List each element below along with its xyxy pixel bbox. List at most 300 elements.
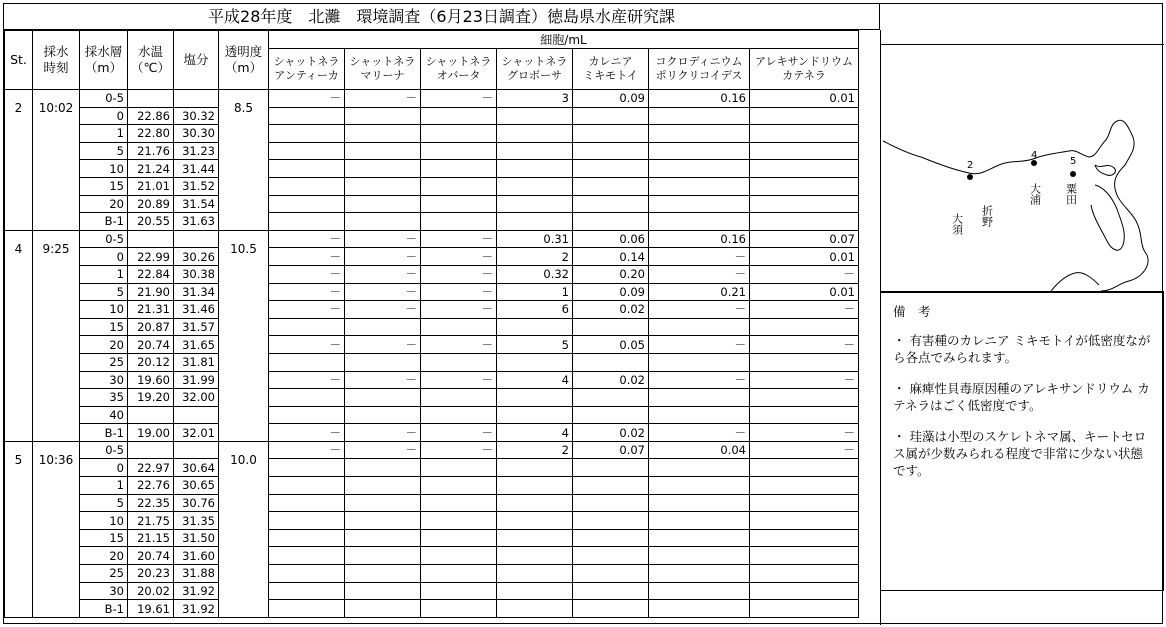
cell-count [345, 160, 421, 178]
cell-count: － [345, 336, 421, 354]
station-2-label: 2 [967, 160, 974, 171]
station-cell: 2 [5, 90, 33, 231]
cell-count [345, 389, 421, 407]
cell-count [649, 565, 750, 583]
temperature-cell: 19.61 [128, 600, 174, 618]
cell-count: 0.01 [750, 90, 859, 108]
cell-count [421, 477, 497, 495]
cell-count [573, 582, 649, 600]
table-row [5, 529, 859, 547]
salinity-cell: 31.44 [174, 160, 219, 178]
depth-cell: 15 [80, 529, 128, 547]
cell-count: 2 [497, 248, 573, 266]
temperature-cell: 21.24 [128, 160, 174, 178]
cell-count: － [269, 283, 345, 301]
cell-count [269, 213, 345, 231]
cell-count: － [421, 336, 497, 354]
cell-count [269, 389, 345, 407]
cell-count [750, 600, 859, 618]
table-row [5, 477, 859, 495]
table-row [5, 565, 859, 583]
cell-count [573, 565, 649, 583]
cell-count: － [750, 371, 859, 389]
station-4-label: 4 [1031, 150, 1038, 161]
temperature-cell [128, 90, 174, 108]
cell-count [750, 477, 859, 495]
cell-count [497, 494, 573, 512]
note-item: ・ 有害種のカレニア ミキモトイが低密度ながら各点でみられます。 [893, 333, 1151, 365]
coastline [883, 141, 1069, 174]
salinity-cell: 30.64 [174, 459, 219, 477]
depth-cell: 0-5 [80, 230, 128, 248]
cell-count: 0.14 [573, 248, 649, 266]
transparency-cell: 10.0 [219, 441, 269, 617]
cell-count [573, 494, 649, 512]
depth-cell: 20 [80, 547, 128, 565]
cell-count: － [649, 265, 750, 283]
header-species: アレキサンドリウム カテネラ [750, 49, 859, 90]
cell-count [750, 142, 859, 160]
salinity-cell: 32.01 [174, 424, 219, 442]
cell-count [573, 512, 649, 530]
cell-count [345, 353, 421, 371]
cell-count [269, 477, 345, 495]
cell-count [573, 459, 649, 477]
cell-count [497, 582, 573, 600]
cell-count [345, 512, 421, 530]
cell-count [649, 107, 750, 125]
cell-count [573, 160, 649, 178]
table-row [5, 318, 859, 336]
cell-count [750, 213, 859, 231]
depth-cell: 20 [80, 336, 128, 354]
table-row [5, 600, 859, 618]
time-cell: 10:36 [33, 441, 80, 617]
cell-count: 0.09 [573, 90, 649, 108]
depth-cell: 5 [80, 142, 128, 160]
cell-count: － [345, 283, 421, 301]
cell-count [421, 494, 497, 512]
temperature-cell: 22.84 [128, 265, 174, 283]
cell-count [421, 160, 497, 178]
cell-count [573, 353, 649, 371]
header-species: カレニア ミキモトイ [573, 49, 649, 90]
cell-count [750, 494, 859, 512]
table-body [5, 90, 859, 618]
cell-count [649, 318, 750, 336]
cell-count: － [269, 336, 345, 354]
cell-count: － [649, 336, 750, 354]
cell-count [750, 459, 859, 477]
cell-count: 0.16 [649, 90, 750, 108]
cell-count: － [750, 265, 859, 283]
cell-count: － [421, 424, 497, 442]
table-row [5, 213, 859, 231]
cell-count [345, 565, 421, 583]
cell-count [649, 125, 750, 143]
table-row [5, 301, 859, 319]
cell-count [750, 160, 859, 178]
depth-cell: 30 [80, 582, 128, 600]
depth-cell: 15 [80, 177, 128, 195]
cell-count: － [649, 424, 750, 442]
table-row [5, 283, 859, 301]
cell-count [269, 177, 345, 195]
cell-count [269, 547, 345, 565]
temperature-cell: 20.23 [128, 565, 174, 583]
cell-count [649, 177, 750, 195]
header-species: コクロディニウム ポリクリコイデス [649, 49, 750, 90]
salinity-cell: 31.88 [174, 565, 219, 583]
cell-count [750, 406, 859, 424]
cell-count: 2 [497, 441, 573, 459]
depth-cell: 35 [80, 389, 128, 407]
temperature-cell: 22.76 [128, 477, 174, 495]
cell-count [269, 406, 345, 424]
cell-count [269, 353, 345, 371]
cell-count: － [750, 424, 859, 442]
map-panel [880, 30, 1164, 294]
header-species: シャットネラ グロボーサ [497, 49, 573, 90]
cell-count [269, 318, 345, 336]
cell-count [421, 389, 497, 407]
temperature-cell: 20.87 [128, 318, 174, 336]
cell-count: 0.02 [573, 424, 649, 442]
time-cell: 10:02 [33, 90, 80, 231]
cell-count [497, 477, 573, 495]
blank-panel [880, 591, 1164, 625]
cell-count [573, 195, 649, 213]
cell-count [345, 318, 421, 336]
table-row [5, 389, 859, 407]
cell-count: － [421, 283, 497, 301]
header-cells-per-ml: 細胞/mL [269, 31, 859, 49]
temperature-cell: 21.75 [128, 512, 174, 530]
transparency-cell: 8.5 [219, 90, 269, 231]
table-row [5, 336, 859, 354]
table-row [5, 142, 859, 160]
cell-count [750, 177, 859, 195]
place-label-oura: 大浦 [1028, 183, 1042, 205]
cell-count [345, 107, 421, 125]
salinity-cell [174, 230, 219, 248]
cell-count: － [269, 371, 345, 389]
cell-count [269, 600, 345, 618]
cell-count: 4 [497, 371, 573, 389]
table-row [5, 371, 859, 389]
salinity-cell [174, 441, 219, 459]
cell-count [573, 477, 649, 495]
cell-count [421, 547, 497, 565]
station-2-marker [967, 174, 973, 180]
cell-count [421, 565, 497, 583]
cell-count [269, 512, 345, 530]
cell-count [421, 512, 497, 530]
cell-count [345, 459, 421, 477]
cell-count [750, 529, 859, 547]
cell-count [497, 389, 573, 407]
table-row [5, 90, 859, 108]
cell-count [649, 353, 750, 371]
cell-count [497, 142, 573, 160]
cell-count [421, 459, 497, 477]
temperature-cell: 22.97 [128, 459, 174, 477]
table-row [5, 248, 859, 266]
cell-count: － [421, 301, 497, 319]
temperature-cell: 21.15 [128, 529, 174, 547]
cell-count: 4 [497, 424, 573, 442]
cell-count [421, 582, 497, 600]
cell-count [750, 565, 859, 583]
table-row [5, 177, 859, 195]
cell-count [649, 142, 750, 160]
depth-cell: 5 [80, 283, 128, 301]
cell-count: － [750, 441, 859, 459]
cell-count [497, 177, 573, 195]
salinity-cell: 31.65 [174, 336, 219, 354]
cell-count: 0.02 [573, 371, 649, 389]
report-sheet [3, 3, 1163, 624]
cell-count: － [649, 301, 750, 319]
table-row [5, 582, 859, 600]
cell-count: 0.09 [573, 283, 649, 301]
salinity-cell: 31.57 [174, 318, 219, 336]
cell-count [573, 107, 649, 125]
cell-count [649, 459, 750, 477]
depth-cell: 15 [80, 318, 128, 336]
table-row [5, 230, 859, 248]
cell-count [421, 213, 497, 231]
cell-count: 6 [497, 301, 573, 319]
temperature-cell: 20.02 [128, 582, 174, 600]
coastline-map [881, 45, 1164, 291]
temperature-cell [128, 406, 174, 424]
header-species: シャットネラ アンティーカ [269, 49, 345, 90]
cell-count [497, 512, 573, 530]
temperature-cell: 19.60 [128, 371, 174, 389]
cell-count [497, 547, 573, 565]
cell-count [345, 213, 421, 231]
station-cell: 5 [5, 441, 33, 617]
cell-count [269, 125, 345, 143]
cell-count [750, 547, 859, 565]
depth-cell: 25 [80, 565, 128, 583]
cell-count [649, 547, 750, 565]
cell-count [269, 195, 345, 213]
table-row [5, 125, 859, 143]
cell-count [269, 565, 345, 583]
cell-count [573, 600, 649, 618]
note-item: ・ 珪藻は小型のスケレトネマ属、キートセロス属が少数みられる程度で非常に少ない状態です。 [893, 429, 1147, 478]
cell-count: － [345, 248, 421, 266]
header-time: 採水 時刻 [33, 31, 80, 90]
header-temperature: 水温 （℃） [128, 31, 174, 90]
cell-count: － [345, 424, 421, 442]
cell-count [750, 353, 859, 371]
cell-count [497, 565, 573, 583]
table-row [5, 353, 859, 371]
notes-panel [880, 292, 1164, 591]
salinity-cell: 31.54 [174, 195, 219, 213]
cell-count: － [421, 248, 497, 266]
cell-count [345, 142, 421, 160]
cell-count: － [750, 301, 859, 319]
note-item: ・ 麻痺性貝毒原因種のアレキサンドリウム カテネラはごく低密度です。 [893, 381, 1150, 413]
cell-count [345, 125, 421, 143]
cell-count [269, 459, 345, 477]
cell-count [649, 389, 750, 407]
salinity-cell: 31.50 [174, 529, 219, 547]
salinity-cell [174, 406, 219, 424]
cell-count [421, 600, 497, 618]
cell-count: － [269, 441, 345, 459]
cell-count [649, 512, 750, 530]
cell-count [421, 125, 497, 143]
temperature-cell: 22.99 [128, 248, 174, 266]
cell-count: － [345, 265, 421, 283]
cell-count [497, 318, 573, 336]
cell-count: － [269, 248, 345, 266]
salinity-cell: 31.46 [174, 301, 219, 319]
cell-count [421, 195, 497, 213]
salinity-cell: 32.00 [174, 389, 219, 407]
coastline-point [1091, 185, 1124, 250]
temperature-cell: 22.80 [128, 125, 174, 143]
salinity-cell: 30.32 [174, 107, 219, 125]
cell-count [750, 582, 859, 600]
header-depth: 採水層 （m） [80, 31, 128, 90]
table-row [5, 195, 859, 213]
header-transparency: 透明度 （m） [219, 31, 269, 90]
salinity-cell: 31.35 [174, 512, 219, 530]
temperature-cell [128, 441, 174, 459]
salinity-cell: 31.52 [174, 177, 219, 195]
cell-count [649, 406, 750, 424]
header-species: シャットネラ オバータ [421, 49, 497, 90]
salinity-cell: 30.26 [174, 248, 219, 266]
survey-table [4, 30, 859, 618]
cell-count [345, 547, 421, 565]
cell-count: － [649, 248, 750, 266]
cell-count: 0.05 [573, 336, 649, 354]
cell-count [345, 582, 421, 600]
salinity-cell: 30.76 [174, 494, 219, 512]
depth-cell: 1 [80, 125, 128, 143]
temperature-cell [128, 230, 174, 248]
map-frame [881, 44, 1164, 292]
depth-cell: 5 [80, 494, 128, 512]
depth-cell: B-1 [80, 213, 128, 231]
cell-count: 0.07 [750, 230, 859, 248]
depth-cell: B-1 [80, 600, 128, 618]
cell-count [649, 582, 750, 600]
salinity-cell: 31.99 [174, 371, 219, 389]
salinity-cell: 31.92 [174, 582, 219, 600]
header-station: St. [5, 31, 33, 90]
cell-count [750, 512, 859, 530]
cell-count [345, 195, 421, 213]
station-5-label: 5 [1070, 156, 1077, 167]
cell-count: 0.02 [573, 301, 649, 319]
cell-count [497, 529, 573, 547]
depth-cell: 25 [80, 353, 128, 371]
cell-count [573, 406, 649, 424]
cell-count: － [269, 230, 345, 248]
salinity-cell: 31.34 [174, 283, 219, 301]
cell-count: － [269, 424, 345, 442]
cell-count [750, 125, 859, 143]
salinity-cell: 31.92 [174, 600, 219, 618]
cell-count: － [421, 90, 497, 108]
table-row [5, 265, 859, 283]
header-salinity: 塩分 [174, 31, 219, 90]
cell-count [345, 600, 421, 618]
cell-count [345, 406, 421, 424]
table-row [5, 406, 859, 424]
cell-count [269, 160, 345, 178]
temperature-cell: 20.74 [128, 547, 174, 565]
cell-count [573, 213, 649, 231]
cell-count [649, 477, 750, 495]
temperature-cell: 21.31 [128, 301, 174, 319]
cell-count [269, 529, 345, 547]
cell-count: 5 [497, 336, 573, 354]
cell-count: 0.21 [649, 283, 750, 301]
salinity-cell: 31.81 [174, 353, 219, 371]
cell-count [421, 107, 497, 125]
cell-count [421, 142, 497, 160]
coastline-south [1051, 273, 1099, 291]
station-cell: 4 [5, 230, 33, 441]
cell-count: 0.07 [573, 441, 649, 459]
cell-count [421, 406, 497, 424]
cell-count [573, 142, 649, 160]
cell-count: 0.06 [573, 230, 649, 248]
temperature-cell: 21.76 [128, 142, 174, 160]
cell-count [345, 177, 421, 195]
salinity-cell [174, 90, 219, 108]
temperature-cell: 22.86 [128, 107, 174, 125]
cell-count [497, 125, 573, 143]
cell-count: － [421, 441, 497, 459]
cell-count [497, 213, 573, 231]
temperature-cell: 19.20 [128, 389, 174, 407]
table-row [5, 512, 859, 530]
cell-count [269, 107, 345, 125]
cell-count [269, 494, 345, 512]
cell-count [421, 529, 497, 547]
cell-count: 0.16 [649, 230, 750, 248]
temperature-cell: 20.89 [128, 195, 174, 213]
cell-count: － [269, 265, 345, 283]
cell-count [750, 318, 859, 336]
cell-count: － [345, 371, 421, 389]
cell-count: 0.32 [497, 265, 573, 283]
cell-count: － [345, 441, 421, 459]
cell-count [573, 318, 649, 336]
cell-count [497, 406, 573, 424]
cell-count [345, 477, 421, 495]
cell-count [269, 142, 345, 160]
cell-count [750, 107, 859, 125]
cell-count: 0.01 [750, 248, 859, 266]
temperature-cell: 20.74 [128, 336, 174, 354]
depth-cell: 30 [80, 371, 128, 389]
station-5-marker [1070, 171, 1076, 177]
cell-count: 0.04 [649, 441, 750, 459]
temperature-cell: 19.00 [128, 424, 174, 442]
coastline-east [1069, 120, 1148, 291]
